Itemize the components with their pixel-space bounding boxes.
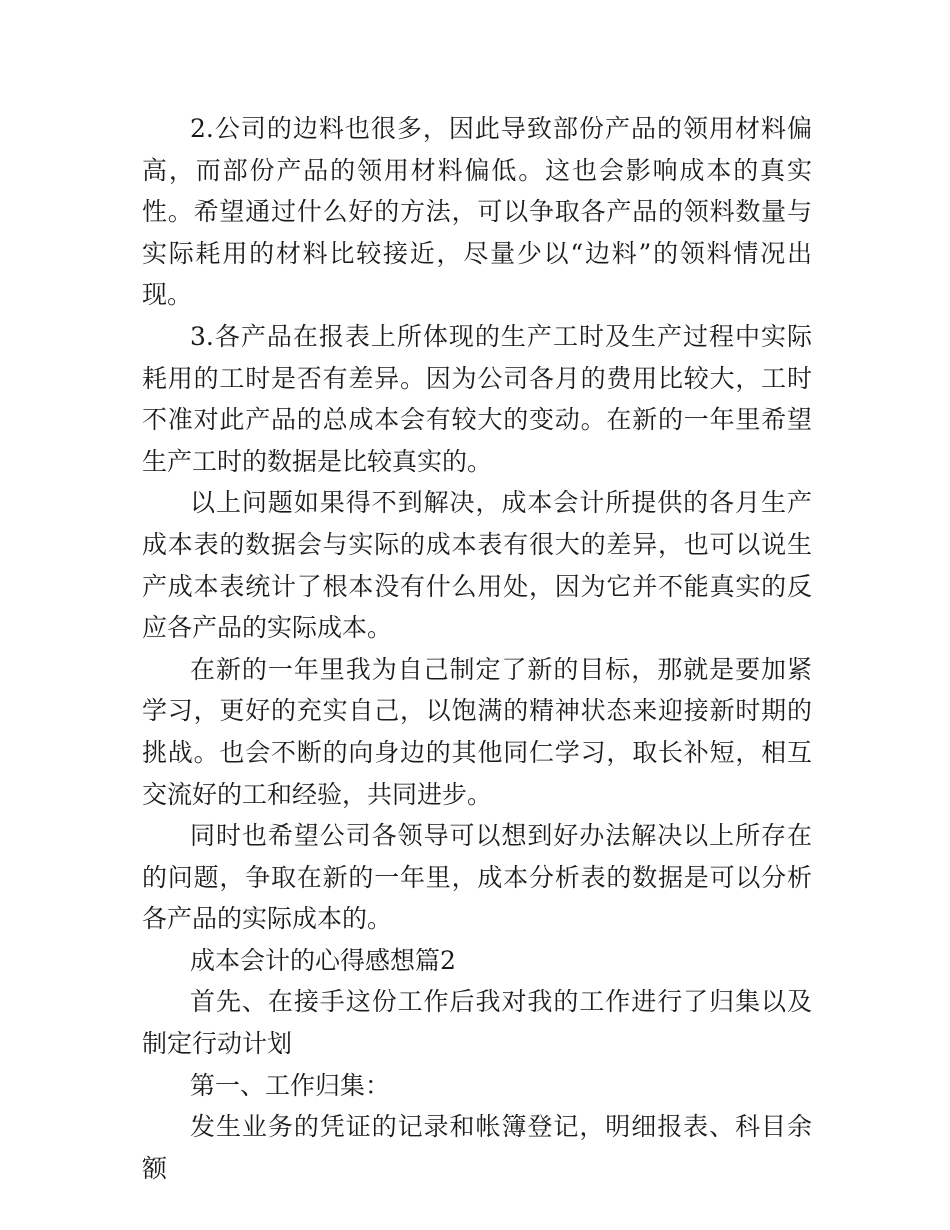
- paragraph-leadership-hope: 同时也希望公司各领导可以想到好办法解决以上所存在的问题，争取在新的一年里，成本分析表的数据是可以分析各产品的实际成本的。: [142, 821, 812, 934]
- paragraph-business-records: 发生业务的凭证的记录和帐簿登记，明细报表、科目余额: [142, 1112, 812, 1183]
- section-heading: 成本会计的心得感想篇2: [190, 945, 456, 975]
- subheading-work-collection: 第一、工作归集：: [190, 1070, 391, 1100]
- paragraph-new-year-goals: 在新的一年里我为自己制定了新的目标，那就是要加紧学习，更好的充实自己，以饱满的精神状态来迎接新时期的挑战。也会不断的向身边的其他同仁学习，取长补短，相互交流好的工和经验，共同进步。: [142, 654, 812, 809]
- paragraph-unresolved-issues: 以上问题如果得不到解决，成本会计所提供的各月生产成本表的数据会与实际的成本表有很大的差异，也可以说生产成本表统计了根本没有什么用处，因为它并不能真实的反应各产品的实际成本。: [142, 488, 812, 643]
- paragraph-working-hours: 3.各产品在报表上所体现的生产工时及生产过程中实际耗用的工时是否有差异。因为公司各月的费用比较大，工时不准对此产品的总成本会有较大的变动。在新的一年里希望生产工时的数据是比较真实的。: [142, 321, 812, 476]
- paragraph-first-steps: 首先、在接手这份工作后我对我的工作进行了归集以及制定行动计划: [142, 987, 812, 1059]
- paragraph-edge-materials: 2.公司的边料也很多，因此导致部份产品的领用材料偏高，而部份产品的领用材料偏低。这也会影响成本的真实性。希望通过什么好的方法，可以争取各产品的领料数量与实际耗用的材料比较接近，尽量少以“边料”的领料情况出现。: [142, 114, 812, 310]
- document-body: [142, 108, 812, 1189]
